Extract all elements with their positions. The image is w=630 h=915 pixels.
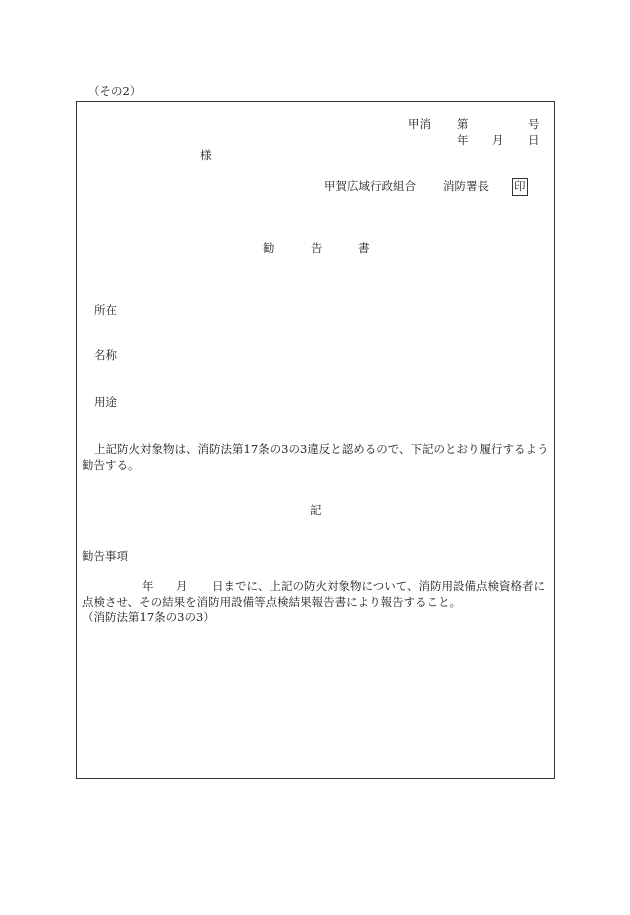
field-usage-label: 用途 <box>94 395 117 409</box>
field-name-label: 名称 <box>94 348 117 362</box>
document-number-prefix: 甲消 <box>408 117 431 131</box>
form-label: （その2） <box>88 84 142 98</box>
body-text-line1: 上記防火対象物は、消防法第17条の3の3違反と認めるので、下記のとおり履行するよう <box>94 442 549 456</box>
issuer-title: 消防署長 <box>443 179 489 193</box>
items-line3: （消防法第17条の3の3） <box>82 610 215 624</box>
items-line1: 日までに、上記の防火対象物について、消防用設備点検資格者に <box>212 579 546 593</box>
document-number-dai: 第 <box>457 117 469 131</box>
title-char-3: 書 <box>358 241 370 255</box>
items-line2: 点検させ、その結果を消防用設備等点検結果報告書により報告すること。 <box>82 595 462 609</box>
title-char-2: 告 <box>311 241 323 255</box>
items-month: 月 <box>176 579 188 593</box>
date-day-label: 日 <box>528 133 540 147</box>
ki-heading: 記 <box>310 503 322 517</box>
document-number-go: 号 <box>528 117 540 131</box>
addressee-suffix: 様 <box>200 148 212 162</box>
seal-mark: 印 <box>512 178 528 196</box>
issuer-org: 甲賀広域行政組合 <box>324 179 416 193</box>
title-char-1: 勧 <box>263 241 275 255</box>
body-text-line2: 勧告する。 <box>82 458 140 472</box>
document-frame <box>76 101 555 779</box>
field-location-label: 所在 <box>94 303 117 317</box>
items-year: 年 <box>142 579 154 593</box>
items-heading: 勧告事項 <box>82 549 128 563</box>
date-year-label: 年 <box>457 133 469 147</box>
date-month-label: 月 <box>492 133 504 147</box>
